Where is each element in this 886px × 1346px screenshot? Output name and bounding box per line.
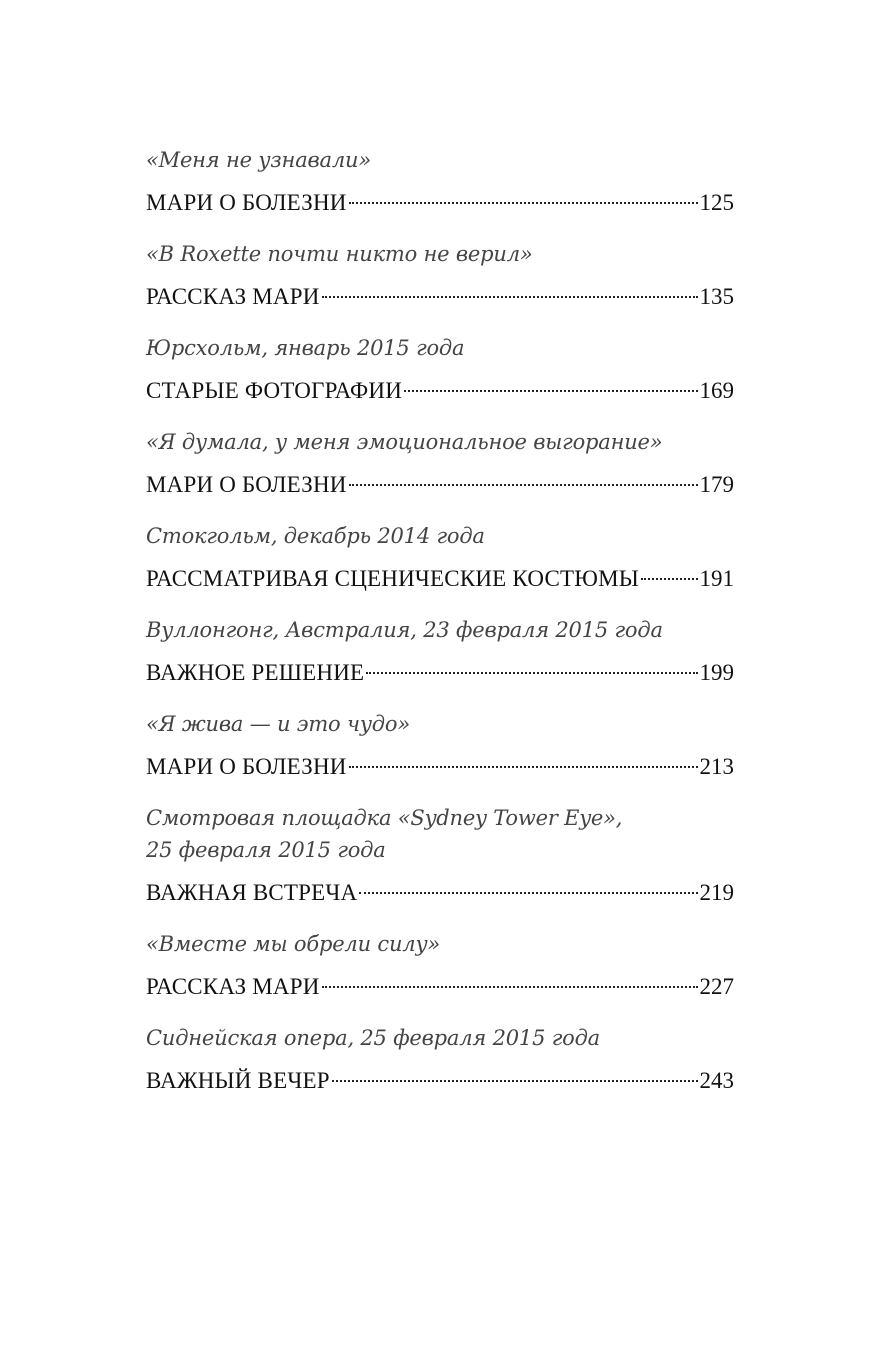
toc-entry-subtitle (146, 238, 734, 270)
toc-entry-page-number: 169 (699, 378, 734, 403)
toc-entry-page-number: 191 (699, 566, 734, 591)
toc-entry-title-row[interactable] (146, 1064, 734, 1098)
toc-entry-subtitle-line: «В Roxette почти никто не верил» (146, 242, 533, 266)
dot-leader (349, 766, 698, 768)
toc-entry (146, 426, 734, 502)
toc-entry-title[interactable]: МАРИ О БОЛЕЗНИ (146, 190, 347, 215)
dot-leader (641, 578, 698, 580)
toc-entry-title-row[interactable] (146, 186, 734, 220)
toc-entry-subtitle-line: «Меня не узнавали» (146, 148, 372, 172)
toc-entry-title[interactable]: МАРИ О БОЛЕЗНИ (146, 754, 347, 779)
toc-entry-subtitle-line: Стокгольм, декабрь 2014 года (146, 524, 485, 548)
dot-leader (322, 296, 698, 298)
toc-entry-page-number: 135 (699, 284, 734, 309)
toc-entry (146, 614, 734, 690)
toc-entry-page-number: 213 (699, 754, 734, 779)
toc-entry-subtitle (146, 426, 734, 458)
toc-entry (146, 332, 734, 408)
toc-entry (146, 928, 734, 1004)
toc-entry-subtitle-line: «Я думала, у меня эмоциональное выгорание» (146, 430, 663, 454)
dot-leader (359, 892, 697, 894)
toc-entry-title-row[interactable] (146, 280, 734, 314)
toc-entry-page-number: 199 (699, 660, 734, 685)
toc-entry-page-number: 219 (699, 880, 734, 905)
dot-leader (322, 986, 698, 988)
toc-entry-title[interactable]: РАССКАЗ МАРИ (146, 974, 320, 999)
toc-entry-subtitle-line: Сиднейская опера, 25 февраля 2015 года (146, 1026, 601, 1050)
toc-entry-page-number: 227 (699, 974, 734, 999)
toc-entry-subtitle (146, 144, 734, 176)
toc-entry-subtitle (146, 1022, 734, 1054)
toc-entry (146, 144, 734, 220)
toc-entry (146, 802, 734, 910)
toc-entry-subtitle-line: «Я жива — и это чудо» (146, 712, 411, 736)
toc-entry-title[interactable]: ВАЖНЫЙ ВЕЧЕР (146, 1068, 330, 1093)
toc-entry-subtitle (146, 802, 734, 866)
toc-entry-subtitle (146, 928, 734, 960)
toc-entry-title-row[interactable] (146, 656, 734, 690)
toc-entry-subtitle-line: 25 февраля 2015 года (146, 838, 386, 862)
toc-entry-page-number: 243 (699, 1068, 734, 1093)
toc-entry-subtitle-line: «Вместе мы обрели силу» (146, 932, 441, 956)
toc-entry-title[interactable]: РАССКАЗ МАРИ (146, 284, 320, 309)
toc-entry-subtitle (146, 708, 734, 740)
toc-entry-page-number: 125 (699, 190, 734, 215)
toc-entry-title[interactable]: ВАЖНАЯ ВСТРЕЧА (146, 880, 358, 905)
table-of-contents (146, 144, 734, 1116)
dot-leader (404, 390, 697, 392)
toc-entry-title-row[interactable] (146, 374, 734, 408)
toc-entry-subtitle (146, 520, 734, 552)
toc-entry (146, 520, 734, 596)
toc-entry-title-row[interactable] (146, 876, 734, 910)
toc-entry-subtitle-line: Вуллонгонг, Австралия, 23 февраля 2015 года (146, 618, 663, 642)
toc-entry-title[interactable]: МАРИ О БОЛЕЗНИ (146, 472, 347, 497)
toc-entry-title[interactable]: ВАЖНОЕ РЕШЕНИЕ (146, 660, 365, 685)
toc-entry-subtitle-line: Смотровая площадка «Sydney Tower Eye», (146, 806, 623, 830)
toc-entry-page-number: 179 (699, 472, 734, 497)
toc-entry (146, 238, 734, 314)
dot-leader (366, 672, 697, 674)
toc-entry (146, 1022, 734, 1098)
toc-entry-title-row[interactable] (146, 468, 734, 502)
toc-entry-title-row[interactable] (146, 750, 734, 784)
toc-entry-subtitle (146, 332, 734, 364)
toc-entry-title[interactable]: СТАРЫЕ ФОТОГРАФИИ (146, 378, 403, 403)
toc-entry-subtitle (146, 614, 734, 646)
toc-entry-subtitle-line: Юрсхольм, январь 2015 года (146, 336, 465, 360)
toc-entry (146, 708, 734, 784)
toc-entry-title-row[interactable] (146, 970, 734, 1004)
toc-entry-title-row[interactable] (146, 562, 734, 596)
dot-leader (349, 484, 698, 486)
dot-leader (349, 202, 698, 204)
toc-entry-title[interactable]: РАССМАТРИВАЯ СЦЕНИЧЕСКИЕ КОСТЮМЫ (146, 566, 639, 591)
dot-leader (332, 1080, 698, 1082)
